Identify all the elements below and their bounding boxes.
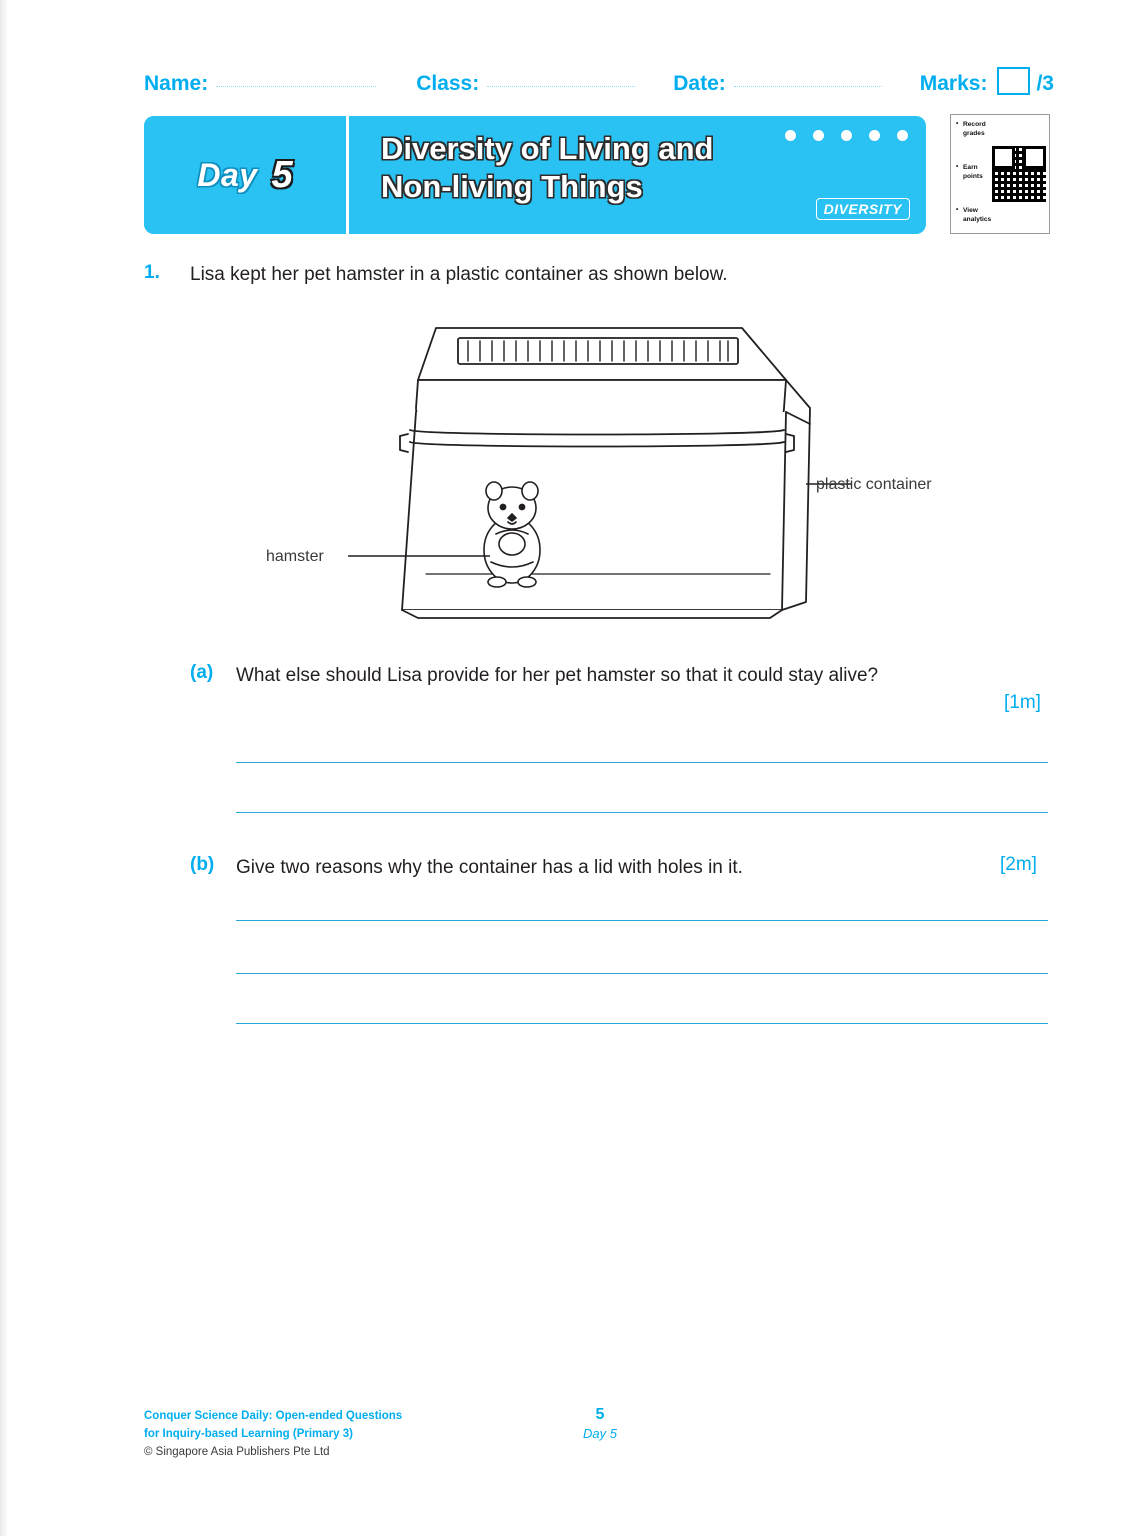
date-input-line[interactable] (734, 86, 882, 87)
marks-total: /3 (1036, 72, 1054, 95)
answer-line[interactable] (236, 920, 1048, 921)
qr-panel[interactable] (950, 114, 1050, 234)
part-b-marks: [2m] (1000, 854, 1037, 875)
date-field[interactable] (673, 72, 882, 96)
footer-day-label: Day 5 (583, 1426, 617, 1441)
class-label: Class: (416, 72, 480, 95)
footer-page-info (560, 1406, 640, 1441)
footer-title-line1: Conquer Science Daily: Open-ended Questions (144, 1410, 403, 1422)
class-field[interactable] (416, 72, 635, 96)
footer-copyright: © Singapore Asia Publishers Pte Ltd (144, 1445, 330, 1458)
part-a-text: What else should Lisa provide for her pet hamster so that it could stay alive? (236, 665, 879, 686)
banner-title-line1: Diversity of Living and (381, 131, 714, 166)
name-label: Name: (144, 72, 209, 95)
class-input-line[interactable] (487, 86, 635, 87)
name-input-line[interactable] (216, 86, 376, 87)
day-badge (144, 116, 349, 234)
marks-label: Marks: (919, 72, 988, 95)
qr-code-icon[interactable] (992, 146, 1046, 202)
banner-title-line2: Non-living Things (381, 168, 643, 204)
figure-label-hamster: hamster (266, 548, 324, 565)
qr-benefit-earn-points: • Earn points (956, 164, 992, 182)
part-b-letter: (b) (190, 854, 215, 875)
dot-icon (841, 130, 852, 141)
footer-publication-info (144, 1408, 402, 1461)
day-number: 5 (271, 153, 293, 196)
dot-icon (813, 130, 824, 141)
question-number: 1. (144, 262, 160, 283)
qr-benefits-list (954, 119, 992, 229)
question-stem: Lisa kept her pet hamster in a plastic container as shown below. (190, 264, 728, 285)
banner-title (349, 116, 926, 234)
answer-line[interactable] (236, 1023, 1048, 1024)
answer-line[interactable] (236, 812, 1048, 813)
figure-container-with-hamster (250, 312, 1010, 632)
day-label: Day (197, 156, 258, 193)
dot-icon (897, 130, 908, 141)
marks-input-box[interactable] (997, 67, 1030, 95)
marks-field[interactable] (920, 62, 1054, 96)
part-a-marks: [1m] (1004, 692, 1041, 713)
topic-banner (144, 116, 926, 234)
name-field[interactable] (144, 72, 376, 96)
qr-benefit-record-grades: • Record grades (956, 121, 992, 139)
part-b-text: Give two reasons why the container has a lid with holes in it. (236, 857, 743, 878)
page-number: 5 (595, 1406, 605, 1423)
page-edge (0, 0, 8, 1536)
topic-tag: DIVERSITY (816, 198, 910, 220)
answer-line[interactable] (236, 762, 1048, 763)
dot-icon (869, 130, 880, 141)
hamster-icon (484, 482, 540, 587)
footer-title-line2: for Inquiry-based Learning (Primary 3) (144, 1427, 353, 1440)
banner-dots-decoration (785, 130, 908, 141)
qr-benefit-view-analytics: • View analytics (956, 207, 992, 225)
part-a-letter: (a) (190, 662, 214, 683)
dot-icon (785, 130, 796, 141)
figure-label-plastic-container: plastic container (816, 476, 932, 493)
date-label: Date: (673, 72, 726, 95)
answer-line[interactable] (236, 973, 1048, 974)
container-illustration (250, 312, 1010, 632)
header-fields (144, 62, 1054, 96)
